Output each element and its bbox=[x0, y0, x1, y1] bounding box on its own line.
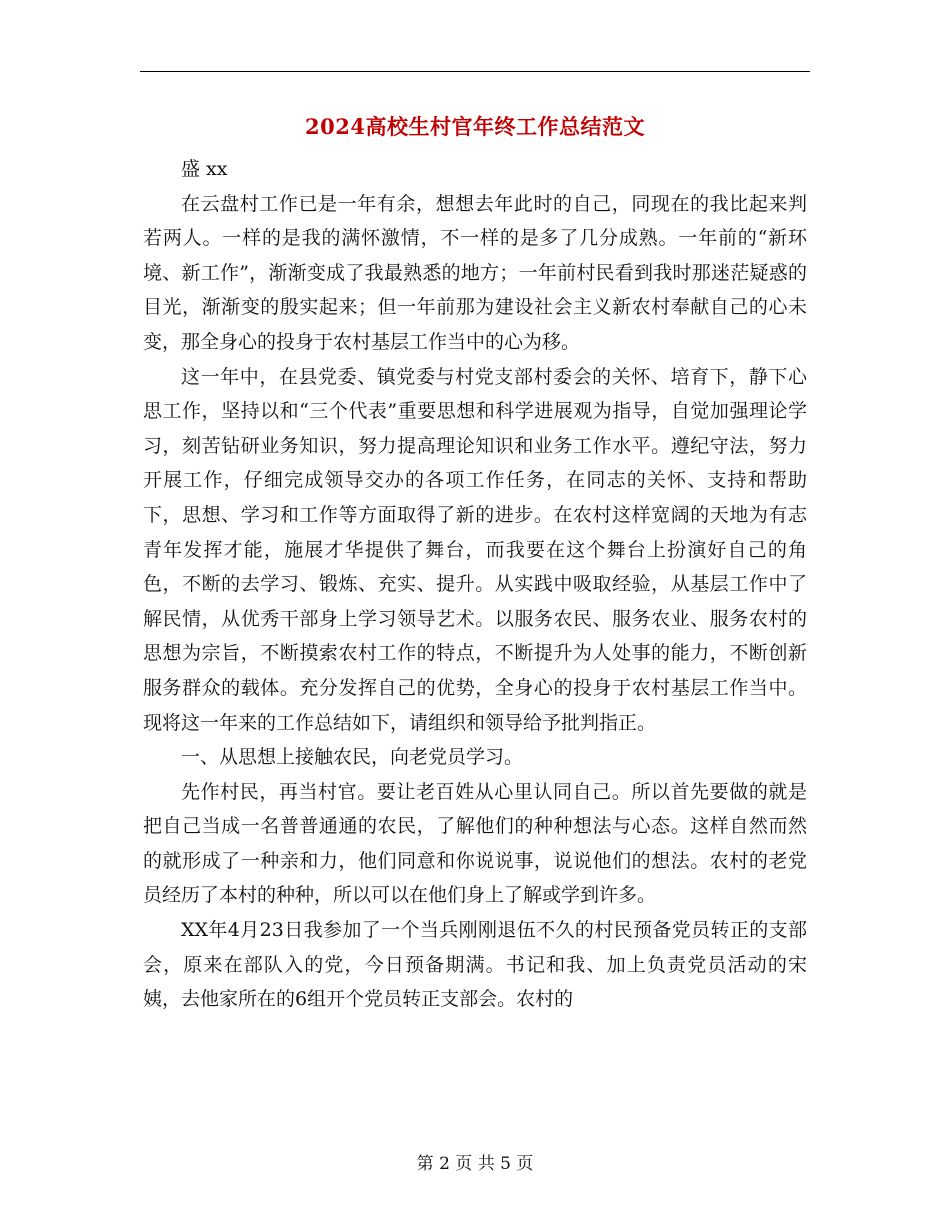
paragraph-intro: 在云盘村工作已是一年有余，想想去年此时的自己，同现在的我比起来判若两人。一样的是我的满怀激情，不一样的是多了几分成熟。一年前的“新环境、新工作”，渐渐变成了我最熟悉的地方；一年前村民看到我时那迷茫疑惑的目光，渐渐变的殷实起来；但一年前那为建设社会主义新农村奉献自己的心未变，那全身心的投身于农村基层工作当中的心为移。 bbox=[143, 192, 807, 353]
author-line: 盛 xx bbox=[181, 158, 228, 180]
paragraph-overview: 这一年中，在县党委、镇党委与村党支部村委会的关怀、培育下，静下心思工作，坚持以和“三个代表”重要思想和科学进展观为指导，自觉加强理论学习，刻苦钻研业务知识，努力提高理论知识和业务工作水平。遵纪守法，努力开展工作，仔细完成领导交办的各项工作任务，在同志的关怀、支持和帮助下，思想、学习和工作等方面取得了新的进步。在农村这样宽阔的天地为有志青年发挥才能，施展才华提供了舞台，而我要在这个舞台上扮演好自己的角色，不断的去学习、锻炼、充实、提升。从实践中吸取经验，从基层工作中了解民情，从优秀干部身上学习领导艺术。以服务农民、服务农业、服务农村的思想为宗旨，不断摸索农村工作的特点，不断提升为人处事的能力，不断创新服务群众的载体。充分发挥自己的优势，全身心的投身于农村基层工作当中。现将这一年来的工作总结如下，请组织和领导给予批判指正。 bbox=[143, 365, 807, 734]
section-heading-1: 一、从思想上接触农民，向老党员学习。 bbox=[181, 746, 524, 769]
page-footer: 第 2 页 共 5 页 bbox=[416, 1154, 534, 1174]
header-rule bbox=[140, 71, 810, 72]
document-title: 2024高校生村官年终工作总结范文 bbox=[305, 114, 645, 139]
document-body bbox=[143, 152, 807, 1017]
paragraph-village-first: 先作村民，再当村官。要让老百姓从心里认同自己。所以首先要做的就是把自己当成一名普普通通的农民，了解他们的种种想法与心态。这样自然而然的就形成了一种亲和力，他们同意和你说说事，说说他们的想法。农村的老党员经历了本村的种种，所以可以在他们身上了解或学到许多。 bbox=[143, 780, 807, 907]
paragraph-branch-meeting: XX年4月23日我参加了一个当兵刚刚退伍不久的村民预备党员转正的支部会，原来在部队入的党，今日预备期满。书记和我、加上负责党员活动的宋姨，去他家所在的6组开个党员转正支部会。农村的 bbox=[143, 919, 807, 1011]
